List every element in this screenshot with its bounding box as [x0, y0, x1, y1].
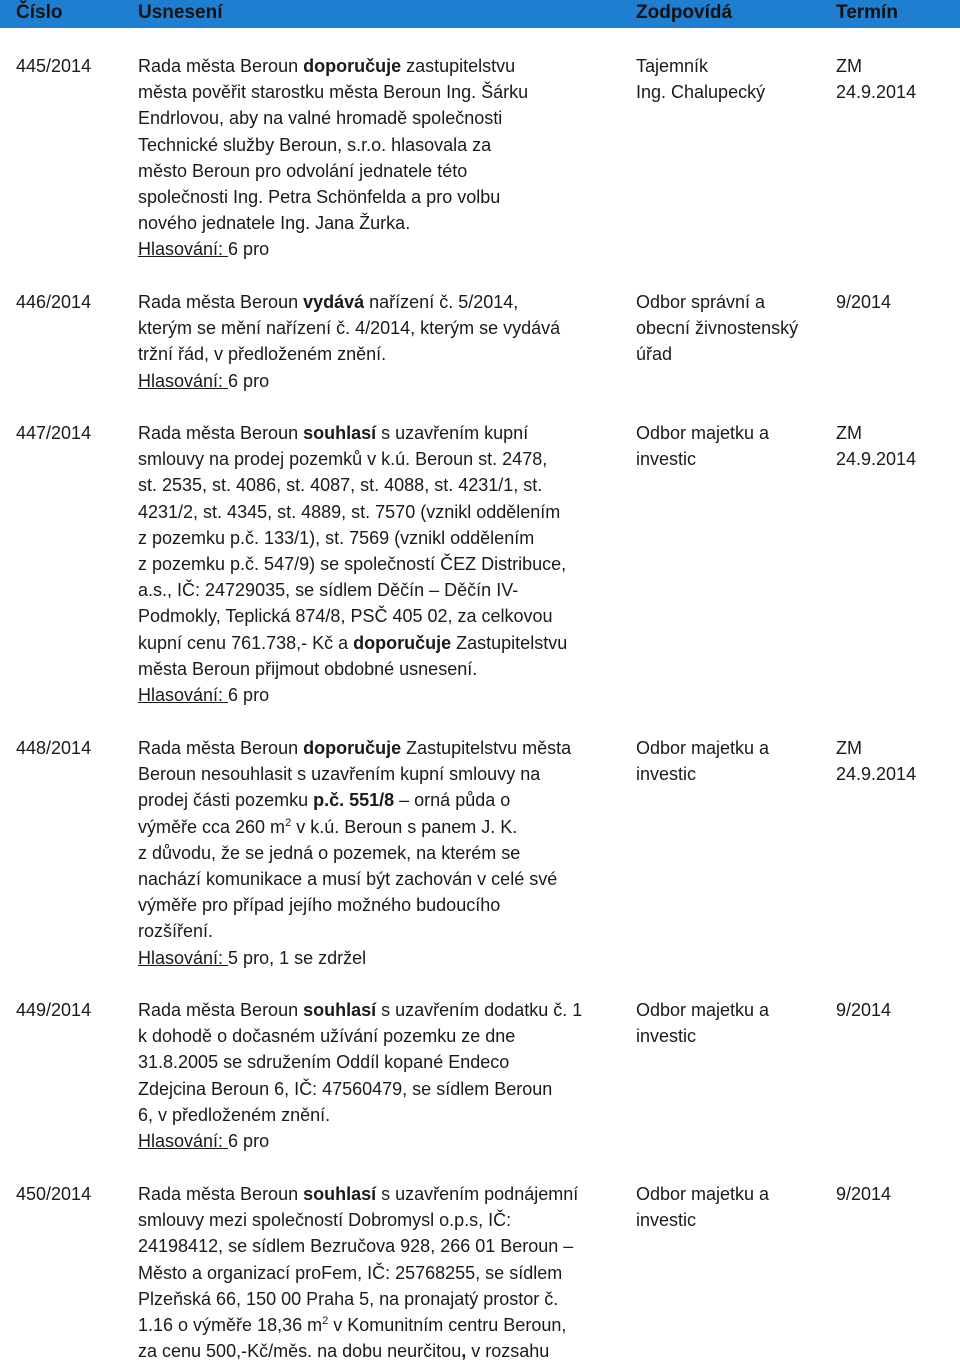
resolution-text-line: st. 2535, st. 4086, st. 4087, st. 4088, st. 4231/1, st. — [138, 475, 543, 496]
resolution-text-line: Endrlovou, aby na valné hromadě společnosti — [138, 108, 503, 129]
deadline-line: ZM — [836, 56, 862, 76]
resolution-text — [138, 997, 620, 1154]
resolution-text-line: společnosti Ing. Petra Schönfelda a pro volbu — [138, 187, 501, 208]
resolution-text-line: Rada města Beroun souhlasí s uzavřením podnájemní — [138, 1184, 579, 1204]
resolution-text-line: Hlasování: 6 pro — [138, 685, 270, 706]
responsible-party-line: investic — [636, 449, 697, 470]
resolution-text-line: Rada města Beroun doporučuje Zastupitelstvu města — [138, 738, 572, 758]
resolution-text-line: Zdejcina Beroun 6, IČ: 47560479, se sídlem Beroun — [138, 1078, 553, 1099]
responsible-party-line: investic — [636, 1210, 697, 1231]
resolution-text-line: Beroun nesouhlasit s uzavřením kupní smlouvy na — [138, 764, 541, 785]
responsible-party — [636, 1181, 821, 1233]
resolution-number: 448/2014 — [16, 738, 92, 758]
deadline — [836, 1181, 956, 1207]
resolution-text-line: za cenu 500,-Kč/měs. na dobu neurčitou, v rozsahu — [138, 1341, 550, 1362]
resolution-text-line: k dohodě o dočasném užívání pozemku ze dne — [138, 1026, 516, 1047]
responsible-party-line: Odbor majetku a — [636, 423, 770, 443]
resolution-text-line: Rada města Beroun souhlasí s uzavřením dodatku č. 1 — [138, 1000, 583, 1020]
resolution-text-line: 1.16 o výměře 18,36 $m^2$ v Komunitním centru Beroun, — [138, 1315, 567, 1336]
resolution-text-line: prodej části pozemku p.č. 551/8 – orná půda o — [138, 790, 511, 811]
responsible-party — [636, 289, 821, 368]
resolution-text-line: 4231/2, st. 4345, st. 4889, st. 7570 (vznikl oddělením — [138, 501, 561, 522]
resolution-number: 446/2014 — [16, 292, 92, 312]
responsible-party-line: Odbor majetku a — [636, 738, 770, 758]
deadline-line: 24.9.2014 — [836, 764, 917, 785]
deadline-line: ZM — [836, 423, 862, 443]
responsible-party — [636, 735, 821, 787]
resolution-text — [138, 1181, 620, 1364]
resolution-text-line: kupní cenu 761.738,- Kč a doporučuje Zastupitelstvu — [138, 632, 568, 653]
header-cislo: Číslo — [16, 2, 63, 23]
responsible-party-line: Odbor majetku a — [636, 1000, 770, 1020]
resolution-text-line: Hlasování: 6 pro — [138, 370, 270, 391]
resolution-number: 449/2014 — [16, 1000, 92, 1020]
resolution-text-line: nachází komunikace a musí být zachován v celé své — [138, 869, 558, 890]
resolution-text-line: Technické služby Beroun, s.r.o. hlasovala za — [138, 134, 492, 155]
resolution-text-line: smlouvy na prodej pozemků v k.ú. Beroun st. 2478, — [138, 449, 548, 470]
resolution-number: 445/2014 — [16, 56, 92, 76]
responsible-party-line: Tajemník — [636, 56, 709, 76]
resolution-text-line: města Beroun přijmout obdobné usnesení. — [138, 658, 478, 679]
responsible-party-line: Ing. Chalupecký — [636, 82, 766, 103]
deadline — [836, 289, 956, 315]
resolution-number: 450/2014 — [16, 1184, 92, 1204]
deadline-line: 9/2014 — [836, 1184, 892, 1204]
resolution-text-line: Rada města Beroun souhlasí s uzavřením kupní — [138, 423, 529, 443]
resolution-text-line: Plzeňská 66, 150 00 Praha 5, na pronajatý prostor č. — [138, 1288, 559, 1309]
deadline-line: 24.9.2014 — [836, 82, 917, 103]
deadline-line: ZM — [836, 738, 862, 758]
resolution-text-line: Rada města Beroun vydává nařízení č. 5/2014, — [138, 292, 519, 312]
responsible-party — [636, 53, 821, 105]
resolution-text-line: 24198412, se sídlem Bezručova 928, 266 01 Beroun – — [138, 1236, 574, 1257]
header-zodpovida: Zodpovídá — [636, 2, 733, 23]
deadline-line: 24.9.2014 — [836, 449, 917, 470]
resolution-text-line: rozšíření. — [138, 921, 214, 942]
resolution-text — [138, 289, 620, 394]
deadline-line: 9/2014 — [836, 1000, 892, 1020]
deadline — [836, 420, 956, 472]
resolution-text-line: z pozemku p.č. 133/1), st. 7569 (vznikl oddělením — [138, 527, 535, 548]
resolution-text — [138, 735, 620, 971]
resolution-number: 447/2014 — [16, 423, 92, 443]
resolution-text-line: výměře pro případ jejího možného budoucího — [138, 895, 501, 916]
resolution-text-line: Podmokly, Teplická 874/8, PSČ 405 02, za celkovou — [138, 606, 553, 627]
resolution-text-line: z důvodu, že se jedná o pozemek, na kterém se — [138, 842, 521, 863]
header-usneseni: Usnesení — [138, 2, 223, 23]
resolution-text-line: nového jednatele Ing. Jana Žurka. — [138, 213, 411, 234]
deadline — [836, 997, 956, 1023]
resolution-text-line: z pozemku p.č. 547/9) se společností ČEZ Distribuce, — [138, 554, 567, 575]
resolution-text-line: smlouvy mezi společností Dobromysl o.p.s, IČ: — [138, 1210, 512, 1231]
responsible-party-line: úřad — [636, 344, 673, 365]
resolution-text-line: Hlasování: 5 pro, 1 se zdržel — [138, 947, 367, 968]
responsible-party-line: Odbor správní a — [636, 292, 766, 312]
resolution-text-line: tržní řád, v předloženém znění. — [138, 344, 387, 365]
deadline — [836, 735, 956, 787]
resolution-text-line: Rada města Beroun doporučuje zastupitelstvu — [138, 56, 516, 76]
responsible-party — [636, 997, 821, 1049]
resolution-text-line: město Beroun pro odvolání jednatele této — [138, 160, 468, 181]
resolution-text-line: výměře cca 260 $m^2$ v k.ú. Beroun s panem J. K. — [138, 816, 518, 837]
resolution-text-line: 31.8.2005 se sdružením Oddíl kopané Endeco — [138, 1052, 510, 1073]
resolution-text — [138, 53, 620, 263]
resolution-text-line: a.s., IČ: 24729035, se sídlem Děčín – Děčín IV- — [138, 580, 519, 601]
responsible-party-line: obecní živnostenský — [636, 318, 799, 339]
responsible-party — [636, 420, 821, 472]
resolution-text-line: Hlasování: 6 pro — [138, 239, 270, 260]
resolution-text-line: města pověřit starostku města Beroun Ing. Šárku — [138, 82, 529, 103]
resolution-text-line: kterým se mění nařízení č. 4/2014, kterým se vydává — [138, 318, 561, 339]
responsible-party-line: investic — [636, 764, 697, 785]
table-header — [0, 0, 960, 28]
resolution-text-line: Hlasování: 6 pro — [138, 1131, 270, 1152]
deadline — [836, 53, 956, 105]
responsible-party-line: Odbor majetku a — [636, 1184, 770, 1204]
resolution-text — [138, 420, 620, 708]
header-termin: Termín — [836, 2, 898, 23]
deadline-line: 9/2014 — [836, 292, 892, 312]
responsible-party-line: investic — [636, 1026, 697, 1047]
resolution-text-line: Město a organizací proFem, IČ: 25768255, se sídlem — [138, 1262, 563, 1283]
resolution-text-line: 6, v předloženém znění. — [138, 1104, 331, 1125]
